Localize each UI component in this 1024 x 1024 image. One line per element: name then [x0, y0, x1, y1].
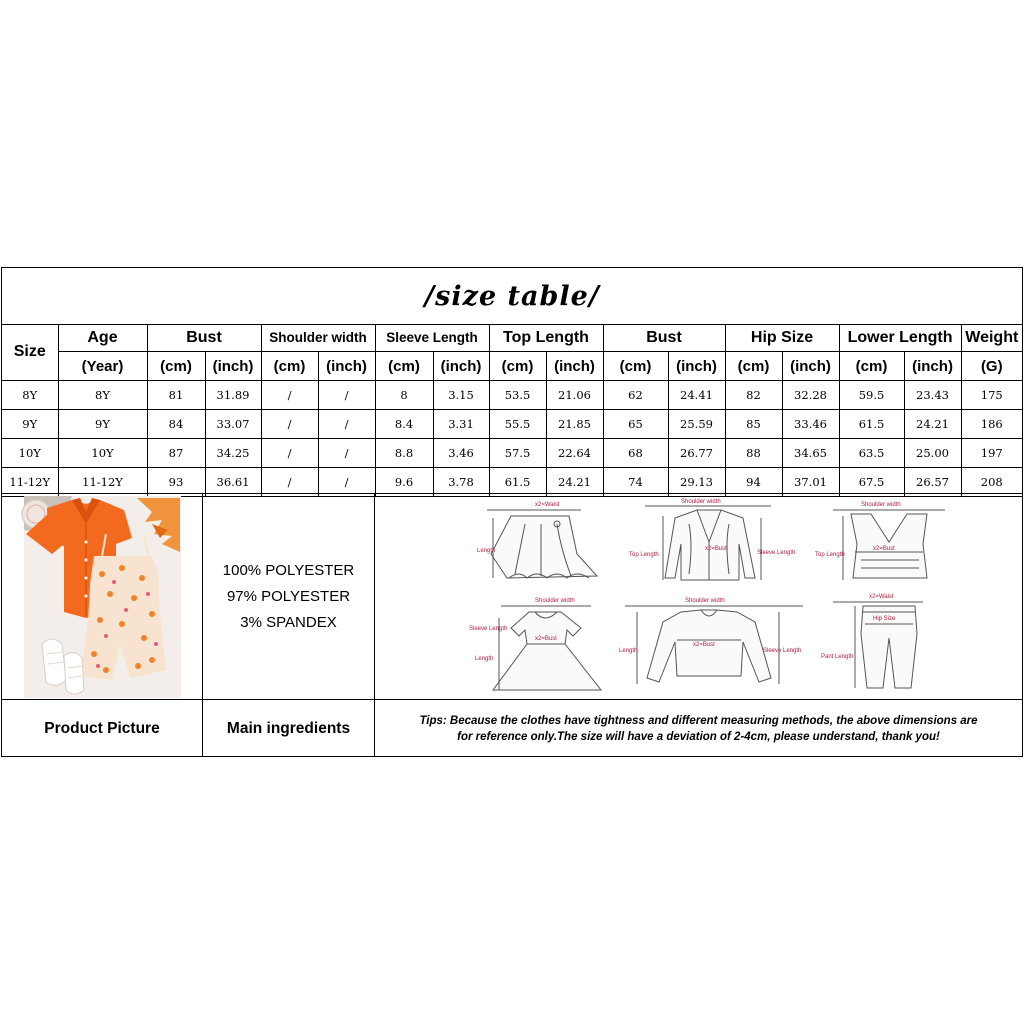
- tips-note: [375, 700, 1022, 757]
- table-cell: 3.15: [433, 381, 489, 410]
- table-cell: 8.8: [375, 439, 433, 468]
- table-cell: 208: [961, 468, 1022, 497]
- header-weight: Weight: [961, 324, 1022, 352]
- table-cell: 22.64: [546, 439, 603, 468]
- diagram-label: x2=Bust: [693, 642, 715, 648]
- table-cell: 11-12Y: [58, 468, 147, 497]
- table-cell: 88: [725, 439, 782, 468]
- diagram-label: Hip Size: [873, 616, 896, 622]
- unit-cell: (inch): [318, 352, 375, 381]
- header-top-length: Top Length: [489, 324, 603, 352]
- table-cell: 3.78: [433, 468, 489, 497]
- header-bust-bottom: Bust: [603, 324, 725, 352]
- unit-cell: (inch): [205, 352, 261, 381]
- table-cell: 36.61: [205, 468, 261, 497]
- unit-cell: (inch): [904, 352, 961, 381]
- diagram-label: Top Length: [815, 552, 845, 558]
- table-cell: 8.4: [375, 410, 433, 439]
- tips-line: for reference only.The size will have a deviation of 2-4cm, please understand, thank you!: [457, 730, 940, 743]
- table-cell: /: [318, 381, 375, 410]
- diagram-label: x2=Bust: [535, 636, 557, 642]
- table-cell: 24.21: [904, 410, 961, 439]
- diagram-label: x2=Bust: [873, 546, 895, 552]
- table-cell: 21.06: [546, 381, 603, 410]
- unit-cell: (cm): [725, 352, 782, 381]
- table-cell: 74: [603, 468, 668, 497]
- measurement-diagrams: [375, 494, 1022, 700]
- table-cell: 24.21: [546, 468, 603, 497]
- diagram-label: Length: [477, 548, 496, 554]
- table-cell: 8Y: [58, 381, 147, 410]
- table-cell: 37.01: [782, 468, 839, 497]
- diagram-label: x2=Bust: [705, 546, 727, 552]
- table-row: [2, 381, 1022, 410]
- product-picture-cell: [2, 494, 203, 700]
- table-cell: 84: [147, 410, 205, 439]
- table-cell: 81: [147, 381, 205, 410]
- skirt-diagram: [487, 510, 597, 578]
- table-cell: 21.85: [546, 410, 603, 439]
- table-cell: 9Y: [58, 410, 147, 439]
- header-shoulder-width: Shoulder width: [261, 324, 375, 352]
- product-picture-label: Product Picture: [2, 700, 203, 757]
- table-cell: 32.28: [782, 381, 839, 410]
- table-cell: 24.41: [668, 381, 725, 410]
- table-cell: 59.5: [839, 381, 904, 410]
- table-cell: 10Y: [58, 439, 147, 468]
- table-cell: 25.00: [904, 439, 961, 468]
- unit-cell: (cm): [489, 352, 546, 381]
- header-age: Age: [58, 324, 147, 352]
- table-cell: 53.5: [489, 381, 546, 410]
- table-cell: 197: [961, 439, 1022, 468]
- diagram-label: Length: [475, 656, 494, 662]
- header-size: Size: [2, 324, 58, 381]
- table-row: [2, 439, 1022, 468]
- table-cell: 63.5: [839, 439, 904, 468]
- header-lower-length: Lower Length: [839, 324, 961, 352]
- table-cell: 26.57: [904, 468, 961, 497]
- tips-line: Tips: Because the clothes have tightness and different measuring methods, the above dimensions are: [419, 714, 978, 727]
- table-cell: /: [261, 468, 318, 497]
- diagram-label: Shoulder width: [861, 502, 901, 508]
- table-cell: 87: [147, 439, 205, 468]
- size-table: [2, 324, 1022, 497]
- table-cell: 33.07: [205, 410, 261, 439]
- table-cell: 9Y: [2, 410, 58, 439]
- table-cell: 82: [725, 381, 782, 410]
- diagram-label: Shoulder width: [685, 598, 725, 604]
- unit-cell: (G): [961, 352, 1022, 381]
- unit-row: [2, 352, 1022, 381]
- ingredient-line: 100% POLYESTER: [222, 562, 355, 579]
- pants-diagram: [833, 602, 923, 688]
- blazer-diagram: [645, 506, 771, 580]
- table-cell: 175: [961, 381, 1022, 410]
- table-cell: 61.5: [489, 468, 546, 497]
- measurement-diagram-cell: [375, 494, 1022, 700]
- table-cell: 26.77: [668, 439, 725, 468]
- table-cell: 93: [147, 468, 205, 497]
- table-cell: 31.89: [205, 381, 261, 410]
- size-table-sheet: [1, 267, 1023, 757]
- table-cell: 9.6: [375, 468, 433, 497]
- table-cell: 34.65: [782, 439, 839, 468]
- diagram-label: Pant Length: [821, 654, 854, 660]
- table-cell: 57.5: [489, 439, 546, 468]
- table-cell: 33.46: [782, 410, 839, 439]
- unit-cell: (cm): [603, 352, 668, 381]
- header-row: [2, 324, 1022, 352]
- table-cell: 186: [961, 410, 1022, 439]
- unit-cell: (cm): [261, 352, 318, 381]
- table-cell: /: [318, 410, 375, 439]
- table-cell: 68: [603, 439, 668, 468]
- diagram-label: x2=Waist: [535, 502, 560, 508]
- table-cell: /: [261, 381, 318, 410]
- table-cell: 8: [375, 381, 433, 410]
- main-ingredients-cell: [203, 494, 375, 700]
- unit-cell: (inch): [782, 352, 839, 381]
- table-cell: 29.13: [668, 468, 725, 497]
- table-cell: /: [261, 410, 318, 439]
- table-cell: 10Y: [2, 439, 58, 468]
- table-cell: 62: [603, 381, 668, 410]
- diagram-label: Shoulder width: [535, 598, 575, 604]
- unit-cell: (cm): [839, 352, 904, 381]
- table-cell: 25.59: [668, 410, 725, 439]
- header-bust-top: Bust: [147, 324, 261, 352]
- table-cell: 85: [725, 410, 782, 439]
- info-section: [2, 493, 1022, 700]
- header-sleeve-length: Sleeve Length: [375, 324, 489, 352]
- table-cell: 3.31: [433, 410, 489, 439]
- diagram-label: Sleeve Length: [469, 626, 508, 632]
- table-cell: /: [318, 439, 375, 468]
- title-row: [2, 268, 1022, 325]
- table-cell: 94: [725, 468, 782, 497]
- unit-cell: (inch): [433, 352, 489, 381]
- diagram-label: Shoulder width: [681, 499, 721, 505]
- dress-diagram: [493, 606, 601, 690]
- unit-cell: (cm): [147, 352, 205, 381]
- tank-top-diagram: [833, 510, 945, 580]
- table-cell: 61.5: [839, 410, 904, 439]
- unit-cell: (Year): [58, 352, 147, 381]
- ingredient-line: 97% POLYESTER: [226, 588, 351, 605]
- table-cell: 11-12Y: [2, 468, 58, 497]
- diagram-label: Sleeve Length: [763, 648, 802, 654]
- unit-cell: (inch): [546, 352, 603, 381]
- table-cell: 67.5: [839, 468, 904, 497]
- table-cell: 34.25: [205, 439, 261, 468]
- table-cell: 23.43: [904, 381, 961, 410]
- main-ingredients-label: Main ingredients: [203, 700, 375, 757]
- table-cell: 55.5: [489, 410, 546, 439]
- product-photo: [2, 494, 203, 700]
- diagram-label: Top Length: [629, 552, 659, 558]
- table-row: [2, 410, 1022, 439]
- unit-cell: (inch): [668, 352, 725, 381]
- page-title: /size table/: [424, 280, 600, 312]
- unit-cell: (cm): [375, 352, 433, 381]
- footer-row: [2, 699, 1022, 757]
- diagram-label: Length: [619, 648, 638, 654]
- diagram-label: Sleeve Length: [757, 550, 796, 556]
- header-hip-size: Hip Size: [725, 324, 839, 352]
- table-cell: 3.46: [433, 439, 489, 468]
- table-cell: 65: [603, 410, 668, 439]
- ingredient-line: 3% SPANDEX: [240, 614, 337, 631]
- table-cell: /: [318, 468, 375, 497]
- table-cell: /: [261, 439, 318, 468]
- diagram-label: x2=Waist: [869, 594, 894, 600]
- table-cell: 8Y: [2, 381, 58, 410]
